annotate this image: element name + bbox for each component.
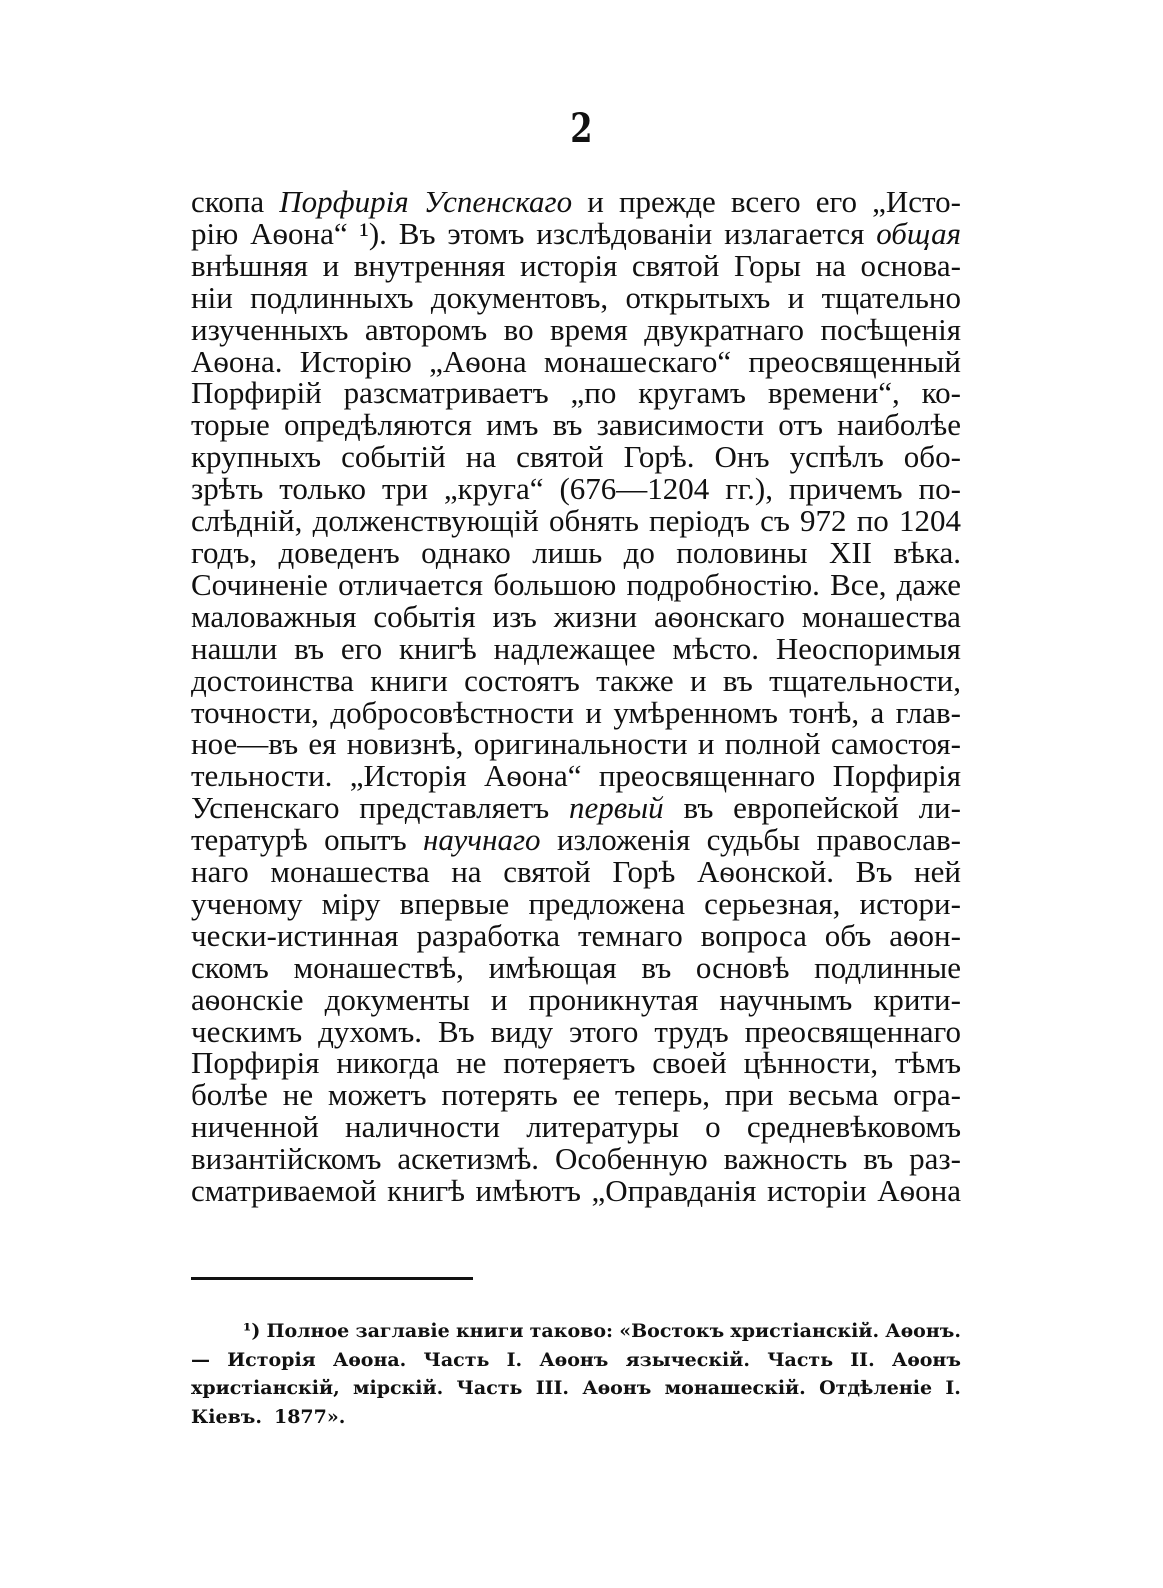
word: отъ	[778, 407, 823, 443]
word: посѣщенія	[820, 311, 961, 347]
word: ее	[572, 1077, 601, 1113]
text-line	[191, 917, 961, 953]
word: Аѳонъ	[891, 1348, 961, 1371]
word: Часть	[767, 1348, 834, 1371]
word: потеряетъ	[503, 1045, 636, 1081]
word: Успенскаго	[191, 790, 340, 826]
word: своей	[652, 1045, 727, 1081]
word: всего	[730, 184, 801, 219]
word: мірскій.	[353, 1377, 444, 1399]
word: Аѳона“	[250, 215, 348, 251]
word: не	[456, 1045, 487, 1081]
word: тщательно	[821, 279, 961, 315]
word: кругамъ	[638, 375, 746, 411]
word: теперь,	[614, 1077, 710, 1113]
text-line	[191, 694, 961, 730]
word: Аѳонъ	[539, 1348, 609, 1371]
word: (676—1204	[559, 471, 710, 507]
word: излагается	[724, 215, 865, 251]
footnote-line	[191, 1403, 961, 1432]
text-line	[191, 441, 961, 473]
word: исторія	[519, 247, 618, 283]
word: Аѳонъ	[582, 1377, 652, 1399]
word: „Исторія	[349, 758, 467, 794]
body-text	[191, 186, 961, 1207]
word: научнымъ	[719, 981, 853, 1017]
word: Аѳона.	[191, 343, 283, 379]
footnote	[191, 1317, 961, 1431]
text-line	[191, 1175, 961, 1207]
word: міру	[321, 885, 381, 921]
word: слѣдній,	[191, 503, 303, 539]
word: вопроса	[700, 917, 807, 953]
word: основѣ	[695, 949, 790, 985]
word: и	[490, 981, 508, 1017]
word: Порфирія	[832, 758, 961, 794]
word: внутренняя	[353, 247, 506, 283]
word: имѣющая	[488, 949, 617, 985]
word: въ	[552, 407, 583, 443]
word: важность	[723, 1141, 848, 1177]
word: Аѳонъ.	[885, 1320, 961, 1342]
word: и	[585, 694, 602, 730]
text-line	[191, 377, 961, 409]
word: заглавіе	[355, 1320, 450, 1342]
word: во	[503, 311, 534, 347]
word: и	[787, 279, 805, 315]
word: имъ	[486, 407, 539, 443]
word: и	[697, 726, 715, 762]
word: ея	[308, 726, 337, 762]
word: впервые	[399, 885, 510, 921]
word: торые	[191, 407, 270, 443]
word: и	[587, 184, 604, 219]
word: оригинальности	[473, 726, 688, 762]
word: преосвященнаго	[598, 758, 816, 794]
word: его	[815, 184, 857, 219]
word: добросовѣстности	[330, 694, 574, 730]
footnote-divider	[191, 1277, 473, 1280]
word: въ	[641, 949, 672, 985]
word: жизни	[553, 598, 638, 634]
word: ное—въ	[191, 726, 299, 762]
word: тѣмъ	[894, 1045, 961, 1081]
word: Аѳона“	[484, 758, 582, 794]
word: болѣе	[191, 1077, 268, 1113]
text-line	[191, 630, 961, 666]
word: „Оправданія	[591, 1173, 757, 1209]
word: документовъ,	[430, 279, 609, 315]
word: при	[724, 1077, 774, 1113]
word: время	[550, 311, 628, 347]
text-line	[191, 792, 961, 824]
text-line	[191, 1111, 961, 1143]
text-line	[191, 728, 961, 760]
word: книгѣ	[398, 630, 477, 666]
footnote-line	[191, 1374, 961, 1403]
word: преосвященнаго	[744, 1013, 961, 1049]
word: духомъ.	[318, 1013, 423, 1049]
word: III.	[535, 1377, 570, 1399]
text-line	[191, 662, 961, 698]
word: потерять	[441, 1077, 558, 1113]
word: надлежащее	[493, 630, 656, 666]
word: ли-	[918, 790, 961, 826]
word: первый	[568, 790, 664, 826]
word: Порфирій	[191, 375, 322, 411]
word: точности,	[191, 694, 319, 730]
word: зрѣть	[191, 471, 264, 507]
text-line	[191, 981, 961, 1017]
word: Горы	[733, 247, 802, 283]
word: —	[191, 1348, 210, 1371]
word: 1877».	[273, 1405, 346, 1428]
word: не	[282, 1077, 314, 1113]
word: скомъ	[191, 949, 269, 985]
word: Часть	[456, 1377, 523, 1399]
word: таково:	[529, 1320, 614, 1342]
word: чески-истинная	[191, 917, 399, 953]
word: Часть	[423, 1348, 490, 1371]
word: ческимъ	[191, 1013, 303, 1049]
word: этого	[569, 1013, 639, 1049]
word: обнять	[549, 503, 639, 539]
word: монашескаго“	[543, 343, 732, 379]
word: тонѣ,	[789, 694, 860, 730]
word: святой	[516, 439, 604, 475]
word: проникнутая	[528, 981, 699, 1017]
word: Порфирія	[279, 184, 409, 219]
word: умѣренномъ	[613, 694, 778, 730]
word: византійскомъ	[191, 1141, 382, 1177]
word: монашества	[270, 854, 430, 890]
word: документы	[324, 981, 470, 1017]
word: однако	[421, 534, 511, 570]
word: „Исто-	[872, 184, 961, 219]
word: Онъ	[714, 439, 770, 475]
word: его	[340, 630, 383, 666]
word: «Востокъ	[619, 1320, 725, 1342]
word: достоинства	[191, 662, 354, 698]
word: подлинные	[814, 949, 961, 985]
word: Аѳона	[877, 1173, 961, 1209]
text-line	[191, 473, 961, 505]
word: Сочиненіе	[191, 566, 328, 602]
word: вѣка.	[893, 534, 961, 570]
word: разсматриваетъ	[343, 375, 549, 411]
word: „Аѳона	[429, 343, 527, 379]
word: представляетъ	[359, 790, 550, 826]
word: въ	[683, 790, 714, 826]
word: новизнѣ,	[346, 726, 464, 762]
word: объ	[824, 917, 872, 953]
text-line	[191, 1079, 961, 1111]
text-line	[191, 566, 961, 602]
word: предложена	[528, 885, 685, 921]
word: I.	[945, 1377, 961, 1399]
word: глав-	[895, 694, 961, 730]
word: книги	[455, 1320, 524, 1342]
text-line	[191, 279, 961, 315]
word: въ	[722, 662, 753, 698]
word: Исторію	[299, 343, 412, 379]
word: только	[279, 471, 367, 507]
word: Въ	[855, 854, 893, 890]
word: и	[322, 247, 340, 283]
word: тельности.	[191, 758, 333, 794]
word: изученныхъ	[191, 311, 349, 347]
word: событія	[373, 598, 476, 634]
word: темнаго	[577, 917, 683, 953]
word: изложенія	[556, 822, 691, 858]
word: этомъ	[447, 215, 525, 251]
word: имѣютъ	[475, 1173, 581, 1209]
word: отличается	[338, 566, 484, 602]
text-line	[191, 1143, 961, 1175]
word: можетъ	[327, 1077, 427, 1113]
word: христіанскій,	[191, 1377, 340, 1399]
word: о	[705, 1109, 721, 1145]
word: весьма	[788, 1077, 879, 1113]
word: тщательности,	[769, 662, 961, 698]
word: Успенскаго	[423, 184, 573, 219]
word: три	[381, 471, 428, 507]
word: преосвященный	[748, 343, 961, 379]
word: Въ	[437, 1013, 475, 1049]
word: крити-	[873, 981, 961, 1017]
word: Исторія	[227, 1348, 316, 1371]
word: на	[451, 854, 482, 890]
word: средневѣковомъ	[746, 1109, 961, 1145]
word: времени“,	[767, 375, 900, 411]
word: книгѣ	[387, 1173, 465, 1209]
word: Особенную	[555, 1141, 708, 1177]
word: скопа	[191, 184, 265, 219]
word: огра-	[893, 1077, 961, 1113]
word: Аѳонской.	[696, 854, 835, 890]
word: 1204	[898, 503, 961, 539]
word: гг.),	[725, 471, 773, 507]
word: опытъ	[324, 822, 407, 858]
word: подлинныхъ	[250, 279, 414, 315]
text-line	[191, 949, 961, 985]
word: въ	[294, 630, 325, 666]
word: самостоя-	[830, 726, 961, 762]
word: монашествѣ,	[293, 949, 464, 985]
word: наиболѣе	[837, 407, 961, 443]
word: событій	[341, 439, 446, 475]
word: по	[856, 503, 889, 539]
word: „по	[570, 375, 617, 411]
word: ней	[914, 854, 961, 890]
word: на	[465, 439, 497, 475]
word: рію	[191, 215, 239, 251]
word: маловажныя	[191, 598, 357, 634]
text-line	[191, 885, 961, 921]
word: монашескій.	[664, 1377, 806, 1399]
word: аскетизмѣ.	[397, 1141, 540, 1177]
word: половины	[676, 534, 808, 570]
text-line	[191, 247, 961, 283]
word: зависимости	[596, 407, 765, 443]
text-line	[191, 186, 961, 218]
word: 972	[800, 503, 847, 539]
word: ¹).	[359, 215, 387, 251]
word: до	[623, 534, 655, 570]
word: двукратнаго	[644, 311, 804, 347]
word: истори-	[859, 885, 961, 921]
word: I.	[506, 1348, 523, 1371]
word: аѳон-	[889, 917, 961, 953]
word: православ-	[816, 822, 961, 858]
word: Въ	[398, 215, 436, 251]
word: и	[689, 662, 707, 698]
word: судьбы	[706, 822, 801, 858]
word: Все,	[830, 566, 887, 602]
text-line	[191, 598, 961, 634]
word: изъ	[492, 598, 537, 634]
word: авторомъ	[364, 311, 488, 347]
page-number: 2	[570, 105, 593, 152]
word: Кіевъ.	[191, 1405, 262, 1428]
word: внѣшняя	[191, 247, 309, 283]
text-line	[191, 856, 961, 888]
word: ко-	[921, 375, 961, 411]
word: Отдѣленіе	[819, 1377, 933, 1399]
text-line	[191, 343, 961, 379]
word: Полное	[266, 1320, 350, 1342]
text-line	[191, 824, 961, 856]
word: Горѣ.	[623, 439, 695, 475]
word: лишь	[532, 534, 603, 570]
word: открытыхъ	[625, 279, 771, 315]
word: раз-	[909, 1141, 961, 1177]
word: сматриваемой	[191, 1173, 377, 1209]
word: нашли	[191, 630, 278, 666]
word: исторіи	[766, 1173, 867, 1209]
word: научнаго	[423, 822, 541, 858]
word: Неоспоримыя	[775, 630, 961, 666]
word: состоятъ	[464, 662, 580, 698]
word: долженствующій	[312, 503, 539, 539]
word: тературѣ	[191, 822, 308, 858]
word: Порфирія	[191, 1045, 320, 1081]
word: а	[870, 694, 885, 730]
word: большою	[493, 566, 617, 602]
word: разработка	[416, 917, 561, 953]
text-line	[191, 534, 961, 570]
word: причемъ	[788, 471, 903, 507]
text-line	[191, 760, 961, 792]
word: подробностію.	[626, 566, 820, 602]
footnote-line	[191, 1317, 961, 1346]
word: крупныхъ	[191, 439, 322, 475]
word: даже	[896, 566, 961, 602]
word: литературы	[526, 1109, 679, 1145]
text-line	[191, 215, 961, 251]
text-line	[191, 311, 961, 347]
word: на	[815, 247, 846, 283]
word: прежде	[618, 184, 716, 219]
word: опредѣляются	[283, 407, 472, 443]
word: серьезная,	[704, 885, 841, 921]
word: обо-	[903, 439, 961, 475]
word: цѣнности,	[743, 1045, 879, 1081]
word: книги	[370, 662, 448, 698]
word: аѳонскіе	[191, 981, 304, 1017]
word: никогда	[336, 1045, 440, 1081]
word: ниченной	[191, 1109, 319, 1145]
word: XII	[828, 534, 873, 570]
word: мѣсто.	[672, 630, 760, 666]
word: ученому	[191, 885, 303, 921]
word: годъ,	[191, 534, 258, 570]
word: „круга“	[443, 471, 544, 507]
text-line	[191, 505, 961, 537]
word: основа-	[860, 247, 961, 283]
word: общая	[876, 215, 961, 251]
word: христіанскій.	[730, 1320, 880, 1342]
word: ¹)	[243, 1320, 261, 1342]
word: наличности	[344, 1109, 501, 1145]
word: аѳонскаго	[654, 598, 785, 634]
word: святой	[631, 247, 720, 283]
word: европейской	[733, 790, 899, 826]
text-line	[191, 1047, 961, 1079]
word: періодъ	[649, 503, 750, 539]
word: полной	[724, 726, 821, 762]
word: доведенъ	[278, 534, 400, 570]
word: святой	[503, 854, 591, 890]
word: успѣлъ	[789, 439, 884, 475]
word: также	[596, 662, 674, 698]
word: трудъ	[654, 1013, 729, 1049]
word: въ	[863, 1141, 894, 1177]
word: Горѣ	[612, 854, 676, 890]
word: II.	[850, 1348, 875, 1371]
footnote-line	[191, 1346, 961, 1375]
word: ніи	[191, 279, 233, 315]
word: съ	[760, 503, 790, 539]
text-line	[191, 1013, 961, 1049]
word: Аѳона.	[332, 1348, 407, 1371]
word: по-	[918, 471, 961, 507]
word: изслѣдованіи	[536, 215, 713, 251]
word: монашества	[801, 598, 961, 634]
word: виду	[490, 1013, 554, 1049]
word: наго	[191, 854, 249, 890]
text-line	[191, 409, 961, 441]
word: языческій.	[625, 1348, 750, 1371]
